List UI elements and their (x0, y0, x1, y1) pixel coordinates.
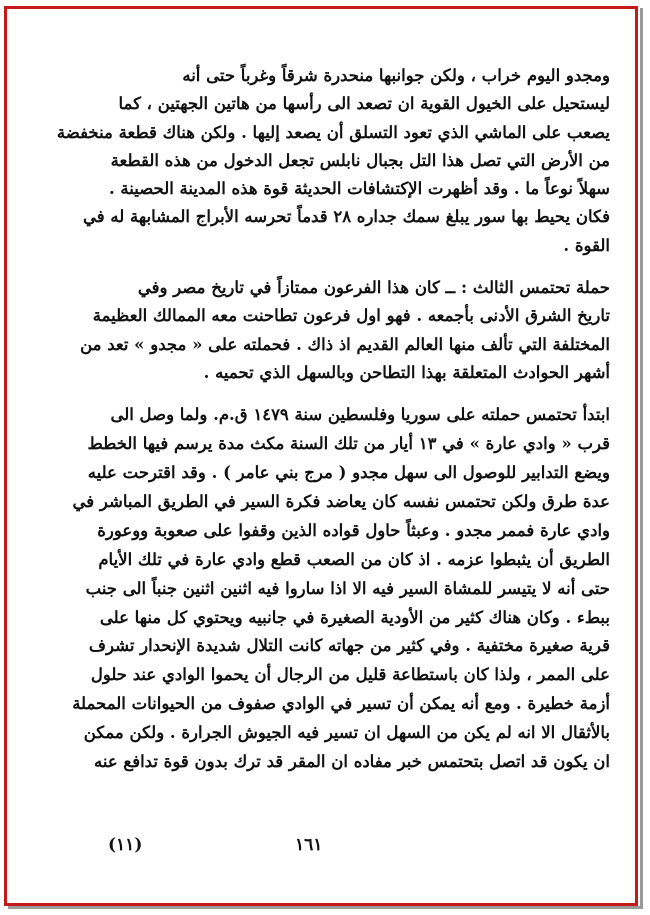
text-line: وادي عارة فممر مجدو . وعبثاً حاول قواده الذين وقفوا على صعوبة ووعورة (97, 520, 610, 540)
text-line: عدة طرق ولكن تحتمس نفسه كان يعاضد فكرة السير في الطريق المباشر في (72, 491, 610, 511)
paragraph-thutmose-campaign (30, 274, 610, 387)
text-line: ببطء . وكان هناك كثير من الأودية الصغيرة في جانبيه ويحتوي كل منها على (99, 607, 610, 627)
text-line: قرية صغيرة مختفية . وفي كثير من جهاته كانت التلال شديدة الإنحدار تشرف (88, 636, 610, 656)
section-heading: حملة تحتمس الثالث (472, 278, 610, 298)
text-line: أشهر الحوادث المتعلقة بهذا التطاحن وبالسهل الذي تحميه . (203, 362, 610, 382)
text-line: المختلفة التي تألف منها العالم القديم اذ ذاك . فحملته على « مجدو » تعد من (80, 334, 610, 354)
text-line: سهلاً نوعاً ما . وقد أظهرت الإكتشافات الحديثة قوة هذه المدينة الحصينة . (108, 179, 610, 199)
text-line: على الممر ، ولذا كان باستطاعة قليل من الرجال أن يحموا الوادي عند حلول (90, 665, 610, 685)
text-line: القوة . (563, 235, 610, 255)
text-line: ان يكون قد اتصل بتحتمس خبر مفاده ان المقر قد ترك بدون قوة تدافع عنه (94, 751, 610, 771)
page-body (30, 62, 610, 777)
paragraph-campaign-start (30, 401, 610, 777)
text-line: يصعب على الماشي الذي تعود التسلق أن يصعد إليها . ولكن هناك قطعة منخفضة (56, 122, 610, 142)
text-span: : ــ كان هذا الفرعون ممتازاً في تاريخ مصر وفي (137, 278, 473, 298)
text-line: حتى أنه لا يتيسر للمشاة السير فيه الا اذا ساروا فيه اثنين اثنين جنباً الى جنب (85, 578, 610, 598)
text-line: فكان يحيط بها سور يبلغ سمك جداره ٢٨ قدماً تحرسه الأبراج المشابهة له في (83, 207, 610, 227)
text-line: الطريق أن يثبطوا عزمه . اذ كان من الصعب قطع وادي عارة في تلك الأيام (98, 549, 610, 569)
text-line: ومجدو اليوم خراب ، ولكن جوانبها منحدرة شرقاً وغرباً حتى أنه (182, 66, 610, 85)
text-line: ابتدأ تحتمس حملته على سوريا وفلسطين سنة ١٤٧٩ ق.م. ولما وصل الى (110, 405, 610, 425)
text-line: ليستحيل على الخيول القوية ان تصعد الى رأسها من هاتين الجهتين ، كما (118, 94, 610, 114)
text-line: أزمة خطيرة . ومع أنه يمكن أن تسير في الوادي صفوف من الحيوانات المحملة (72, 694, 610, 714)
page-shadow-bottom (8, 906, 643, 909)
text-line: قرب « وادي عارة » في ١٣ أيار من تلك السنة مكث مدة يرسم فيها الخطط (87, 434, 610, 454)
paragraph-megiddo-description (30, 62, 610, 260)
page-shadow-right (640, 8, 643, 908)
part-number: (١١) (108, 835, 143, 855)
text-line (30, 274, 610, 302)
text-line: ويضع التدابير للوصول الى سهل مجدو ( مرج بني عامر ) . وقد اقترحت عليه (87, 463, 610, 483)
text-line: تاريخ الشرق الأدنى بأجمعه . فهو اول فرعون تطاحنت معه الممالك العظيمة (92, 306, 610, 326)
text-line: بالأثقال الا انه لم يكن من السهل ان تسير فيه الجيوش الجرارة . ولكن ممكن (83, 723, 610, 743)
page-number: ١٦١ (295, 835, 323, 855)
text-line: من الأرض التي تصل هذا التل بجبال نابلس تجعل الدخول من هذه القطعة (110, 150, 610, 170)
